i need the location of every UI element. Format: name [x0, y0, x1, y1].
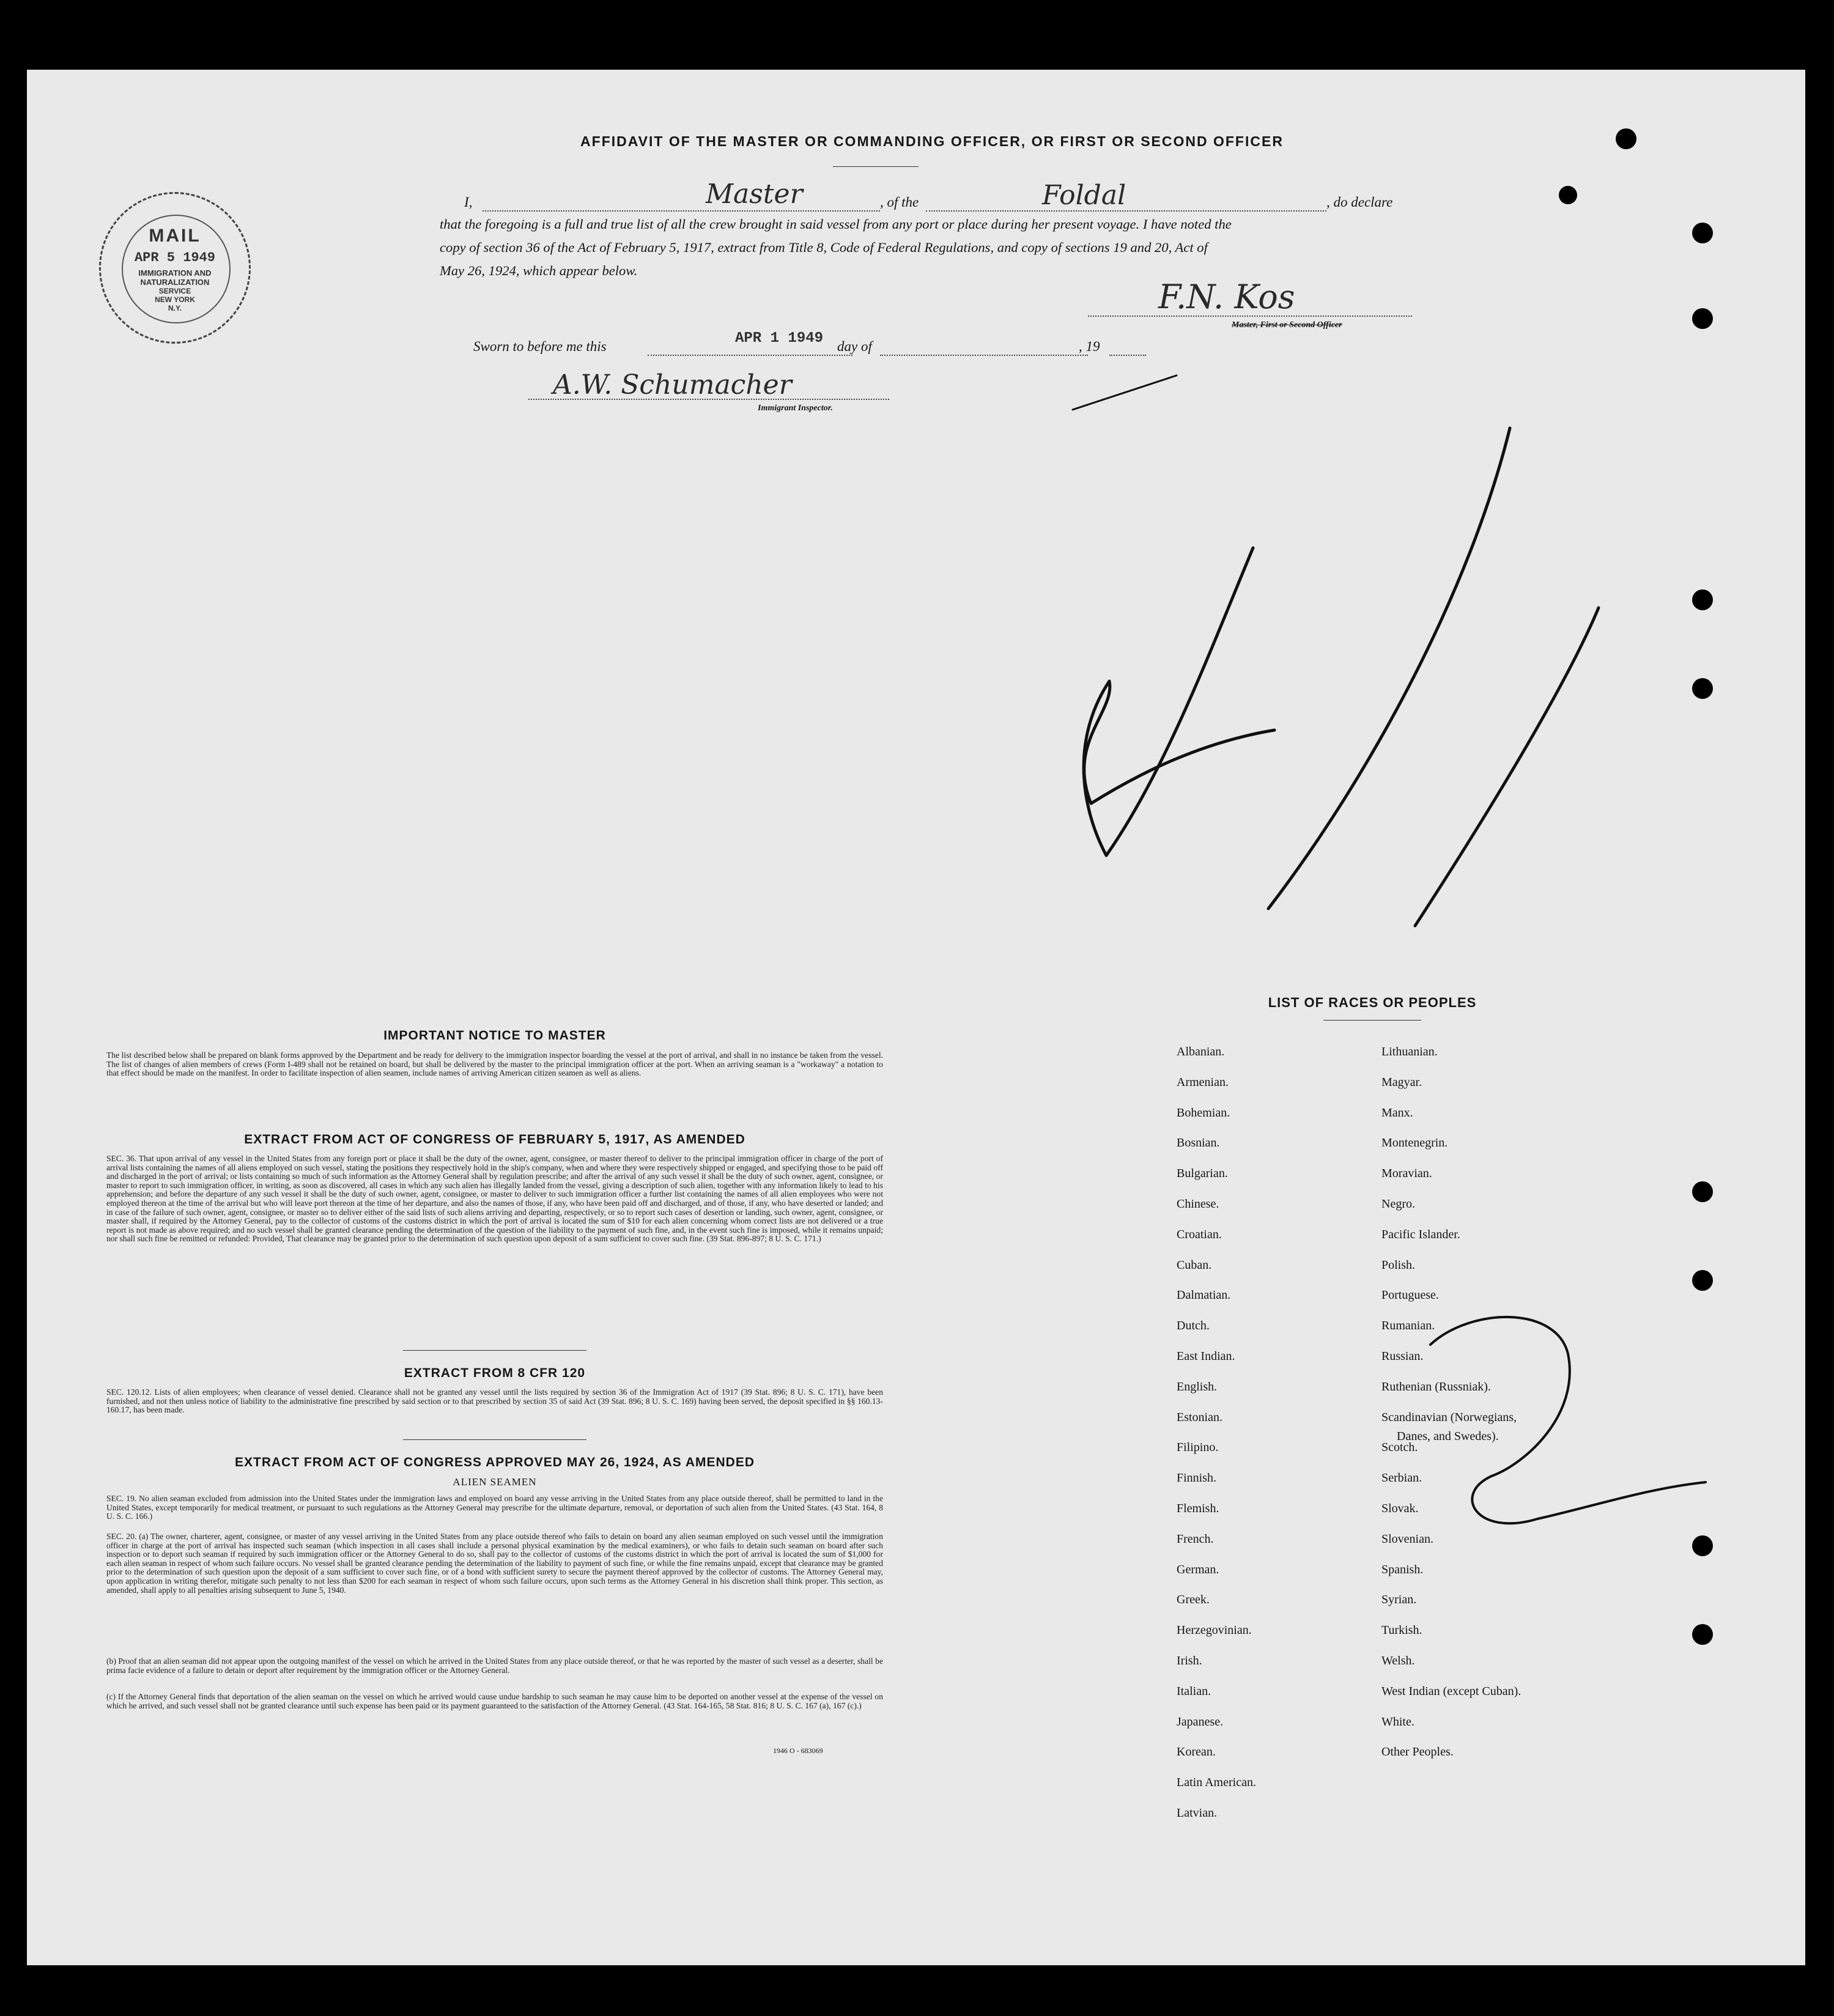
- race-item: Ruthenian (Russniak).: [1381, 1379, 1491, 1394]
- document-page: [27, 70, 1805, 1965]
- punch-hole-2: [1559, 186, 1577, 204]
- printer-code: 1946 O - 683069: [773, 1746, 823, 1755]
- punch-hole-3: [1692, 223, 1713, 243]
- extract-cfr-text: SEC. 120.12. Lists of alien employees; when clearance of vessel denied. Clearance shall not be granted any vessel until the lists required by section 36 of the Immigration Act of 1917 (39 Stat. 896; 8 U. S. C. 171), have been furnished, and not then unless notice of liability to the administrative fine prescribed by said section or to that prescribed by section 35 of said Act (39 Stat. 896; 8 U. S. C. 169) having been served, the deposit specified in §§ 160.13-160.17, has been made.: [106, 1387, 883, 1415]
- stamp-line5: SERVICE: [158, 287, 191, 295]
- stamp-line3: IMMIGRATION AND: [138, 268, 212, 278]
- race-item: Korean.: [1177, 1745, 1216, 1759]
- affidavit-title: AFFIDAVIT OF THE MASTER OR COMMANDING OFFICER, OR FIRST OR SECOND OFFICER: [580, 133, 1284, 149]
- master-signature: F.N. Kos: [1158, 278, 1295, 316]
- race-item: Latin American.: [1177, 1776, 1256, 1790]
- punch-hole-1: [1616, 128, 1636, 149]
- extract-1924-title: EXTRACT FROM ACT OF CONGRESS APPROVED MAY 26, 1924, AS AMENDED: [234, 1455, 755, 1469]
- race-scandinavian-cont: Danes, and Swedes).: [1397, 1430, 1499, 1443]
- race-item: Filipino.: [1177, 1441, 1219, 1455]
- punch-hole-7: [1692, 1181, 1713, 1202]
- stamp-line7: N.Y.: [168, 304, 182, 312]
- race-item: Manx.: [1381, 1106, 1413, 1120]
- race-item: Bosnian.: [1177, 1136, 1220, 1150]
- race-item: Japanese.: [1177, 1715, 1224, 1729]
- race-item: Irish.: [1177, 1653, 1202, 1667]
- handwritten-number-big: [1617, 755, 1628, 767]
- affidavit-line3: copy of section 36 of the Act of February 5, 1917, extract from Title 8, Code of Federal Regulations, and copy of sections 19 and 20, Act of: [440, 240, 1208, 255]
- race-item: Polish.: [1381, 1258, 1416, 1272]
- race-item: Slovenian.: [1381, 1532, 1433, 1546]
- race-item: Turkish.: [1381, 1623, 1422, 1638]
- race-item: Cuban.: [1177, 1258, 1212, 1272]
- race-item: Serbian.: [1381, 1471, 1422, 1485]
- extract-1924-sec20a: SEC. 20. (a) The owner, charterer, agent, consignee, or master of any vessel arriving in the United States from any place outside thereof who fails to detain on board any alien seaman employed on such vessel until the immigration officer in charge at the port of arrival has inspected such seaman (which inspection in all cases shall include a personal physical examination by the medical examiners), or who fails to detain such seaman on board after such inspection or to deport such seaman if required by such immigration officer or the Attorney General to do so, shall pay to the collector of customs of the customs district in which the port of arrival is located the sum of $1,000 for each alien seaman in respect of whom such failure occurs. No vessel shall be granted clearance pending the determination of the liability to payment of such fine, or while the fine remains unpaid, except that clearance may be granted prior to the determination of such question upon the deposit of a sum sufficient to cover such fine, or of a bond with sufficient surety to secure the payment thereof approved by the collector of customs. The Attorney General may, upon application in writing therefor, mitigate such penalty to not less than $200 for each seaman in respect of whom such failure occurs, upon such terms as the Attorney General in his discretion shall think proper. This section, as amended, shall apply to all penalties arising subsequent to June 5, 1940.: [106, 1532, 883, 1595]
- race-item: Magyar.: [1381, 1075, 1422, 1089]
- race-item: Spanish.: [1381, 1562, 1424, 1576]
- race-item: Estonian.: [1177, 1410, 1222, 1424]
- punch-hole-9: [1692, 1535, 1713, 1556]
- sworn-text: Sworn to before me this: [473, 339, 607, 354]
- race-item: Dutch.: [1177, 1319, 1210, 1333]
- day-of-text: day of: [837, 339, 872, 354]
- race-item: Other Peoples.: [1381, 1745, 1454, 1759]
- punch-hole-10: [1692, 1624, 1713, 1645]
- race-item: German.: [1177, 1562, 1219, 1576]
- race-item: Russian.: [1381, 1349, 1424, 1363]
- punch-hole-8: [1692, 1270, 1713, 1291]
- race-item: English.: [1177, 1379, 1218, 1394]
- race-item: Latvian.: [1177, 1806, 1218, 1820]
- extract-1917-title: EXTRACT FROM ACT OF CONGRESS OF FEBRUARY 5, 1917, AS AMENDED: [244, 1132, 745, 1146]
- numeral-4-stroke-b: [1084, 681, 1274, 855]
- race-item: Welsh.: [1381, 1653, 1415, 1667]
- punch-hole-6: [1692, 678, 1713, 699]
- handwriting-layer: [27, 70, 1805, 1965]
- race-item: Albanian.: [1177, 1045, 1225, 1058]
- race-item: Bohemian.: [1177, 1106, 1230, 1120]
- affidavit-i: I,: [464, 194, 473, 210]
- race-item: Finnish.: [1177, 1471, 1217, 1485]
- race-item: Herzegovinian.: [1177, 1623, 1252, 1638]
- stamp-mail: MAIL: [149, 226, 201, 246]
- extract-1924-subtitle: ALIEN SEAMEN: [453, 1476, 537, 1488]
- extract-1924-sec19: SEC. 19. No alien seaman excluded from admission into the United States under the immigration laws and employed on board any vesse arriving in the United States from any place outside thereof, shall be permitted to land in the United States, except temporarily for medical treatment, or pursuant to such regulations as the Attorney General may prescribe for the ultimate departure, removal, or deportation of such alien from the United States. (43 Stat. 164, 8 U. S. C. 166.): [106, 1494, 883, 1521]
- inspector-signature: A.W. Schumacher: [553, 369, 792, 401]
- race-item: Syrian.: [1381, 1593, 1417, 1607]
- extract-1924-sec20b: (b) Proof that an alien seaman did not appear upon the outgoing manifest of the vessel on which he arrived in the United States from any place outside thereof, or that he was reported by the master of such vessel as a deserter, shall be prima facie evidence of a failure to detain or deport after requirement by the immigration officer or the Attorney General.: [106, 1656, 883, 1675]
- signature-flourish: [1073, 375, 1177, 410]
- race-item: Chinese.: [1177, 1197, 1219, 1211]
- stamp-date: APR 5 1949: [134, 250, 216, 265]
- handwritten-number-small: [1617, 1384, 1622, 1397]
- race-item: Rumanian.: [1381, 1319, 1435, 1333]
- race-item: Moravian.: [1381, 1167, 1432, 1181]
- numeral-4-stroke-a: [1106, 548, 1253, 855]
- numeral-1-second: [1415, 608, 1599, 926]
- race-item: French.: [1177, 1532, 1214, 1546]
- extract-1924-sec20c: (c) If the Attorney General finds that deportation of the alien seaman on the vessel on which he arrived would cause undue hardship to such seaman he may cause him to be deported on another vessel at the expense of the vessel on which he arrived, and such vessel shall not be granted clearance until such expense has been paid or its payment guaranteed to the satisfaction of the Attorney General. (43 Stat. 164-165, 58 Stat. 816; 8 U. S. C. 167 (a), 167 (c).): [106, 1692, 883, 1710]
- race-item: Armenian.: [1177, 1075, 1229, 1089]
- stamp-line4: NATURALIZATION: [140, 278, 210, 287]
- race-item: Bulgarian.: [1177, 1167, 1228, 1181]
- race-item: Scotch.: [1381, 1441, 1418, 1455]
- race-item: Slovak.: [1381, 1501, 1419, 1515]
- extract-1917-text: SEC. 36. That upon arrival of any vessel in the United States from any foreign port or place it shall be the duty of the owner, agent, consignee, or master thereof to deliver to the principal immigration officer in charge of the port of arrival lists containing the names of all aliens employed on such vessel, stating the positions they respectively hold in the ship's company, when and where they were respectively shipped or engaged, and specifying those to be paid off and discharged in the port of arrival; or lists containing so much of such information as the Attorney General shall by regulation prescribe; and after the arrival of any such vessel it shall be the duty of such owner, agent, consignee, or master to report to such immigration officer, in writing, as soon as discovered, all cases in which any such alien has illegally landed from the vessel, giving a description of such alien, together with any information likely to lead to his apprehension; and before the departure of any such vessel it shall be the duty of such owner, agent, consignee, or master to deliver to such immigration officer a further list containing the names of all alien employees who were not employed thereon at the time of the arrival but who will leave port thereon at the time of her departure, and also the names of those, if any, who have been paid off and discharged, and of those, if any, who have deserted or landed; and in case of the failure of such owner, agent, consignee, or master so to deliver either of the said lists of such aliens arriving and departing, respectively, or so to report such cases of desertion or landing, such owner, agent, consignee, or master shall, if required by the Attorney General, pay to the collector of customs of the customs district in which the port of arrival is located the sum of $10 for each alien concerning whom correct lists are not delivered or a true report is not made as above required; and no such vessel shall be granted clearance pending the determination of the question of the liability to the payment of such fine, and, in the event such fine is imposed, while it remains unpaid; nor shall such fine be remitted or refunded: Provided, That clearance may be granted prior to the determination of such question upon deposit of a sum sufficient to cover such fine. (39 Stat. 896-897; 8 U. S. C. 171.): [106, 1154, 883, 1244]
- race-item: Greek.: [1177, 1593, 1210, 1607]
- race-item: Negro.: [1381, 1197, 1415, 1211]
- vessel-handwritten: Foldal: [1042, 180, 1126, 211]
- race-item: West Indian (except Cuban).: [1381, 1684, 1522, 1698]
- inspector-caption: Immigrant Inspector.: [758, 404, 833, 413]
- race-item: East Indian.: [1177, 1349, 1235, 1363]
- rank-handwritten: Master: [706, 179, 803, 210]
- race-item: Scandinavian (Norwegians,: [1381, 1410, 1517, 1424]
- punch-hole-4: [1692, 308, 1713, 329]
- signature-caption: Master, First or Second Officer: [1232, 320, 1342, 330]
- race-item: Lithuanian.: [1381, 1045, 1438, 1058]
- affidavit-line4: May 26, 1924, which appear below.: [440, 263, 638, 278]
- race-item: Pacific Islander.: [1381, 1227, 1460, 1241]
- races-title: LIST OF RACES OR PEOPLES: [1268, 995, 1477, 1010]
- notice-text: The list described below shall be prepared on blank forms approved by the Department and be ready for delivery to the immigration inspector boarding the vessel at the port of arrival, and shall in no instance be taken from the vessel. The list of changes of alien members of crews (Form I-489 shall not be retained on board, but shall be delivered by the master to the principal immigration officer at the port. When an arriving seaman is a "workaway" a notation to that effect should be made on the manifest. In order to facilitate inspection of alien seamen, include names of arriving American citizen seamen as well as aliens.: [106, 1050, 883, 1078]
- race-item: White.: [1381, 1715, 1414, 1729]
- stamp-line6: NEW YORK: [155, 295, 195, 304]
- affidavit-line2: that the foregoing is a full and true list of all the crew brought in said vessel from any port or place during her present voyage. I have noted the: [440, 216, 1232, 232]
- race-item: Flemish.: [1177, 1501, 1219, 1515]
- affidavit-do-declare: , do declare: [1326, 194, 1393, 210]
- sworn-date-stamp: APR 1 1949: [735, 330, 824, 347]
- race-item: Montenegrin.: [1381, 1136, 1448, 1150]
- race-item: Croatian.: [1177, 1227, 1222, 1241]
- race-item: Dalmatian.: [1177, 1288, 1231, 1302]
- notice-title: IMPORTANT NOTICE TO MASTER: [383, 1028, 606, 1043]
- race-item: Italian.: [1177, 1684, 1211, 1698]
- affidavit-of-the: , of the: [880, 194, 919, 210]
- year-prefix: , 19: [1079, 339, 1100, 354]
- extract-cfr-title: EXTRACT FROM 8 CFR 120: [404, 1366, 586, 1380]
- numeral-2-stroke: [1430, 1317, 1706, 1523]
- punch-hole-5: [1692, 589, 1713, 610]
- race-item: Portuguese.: [1381, 1288, 1439, 1302]
